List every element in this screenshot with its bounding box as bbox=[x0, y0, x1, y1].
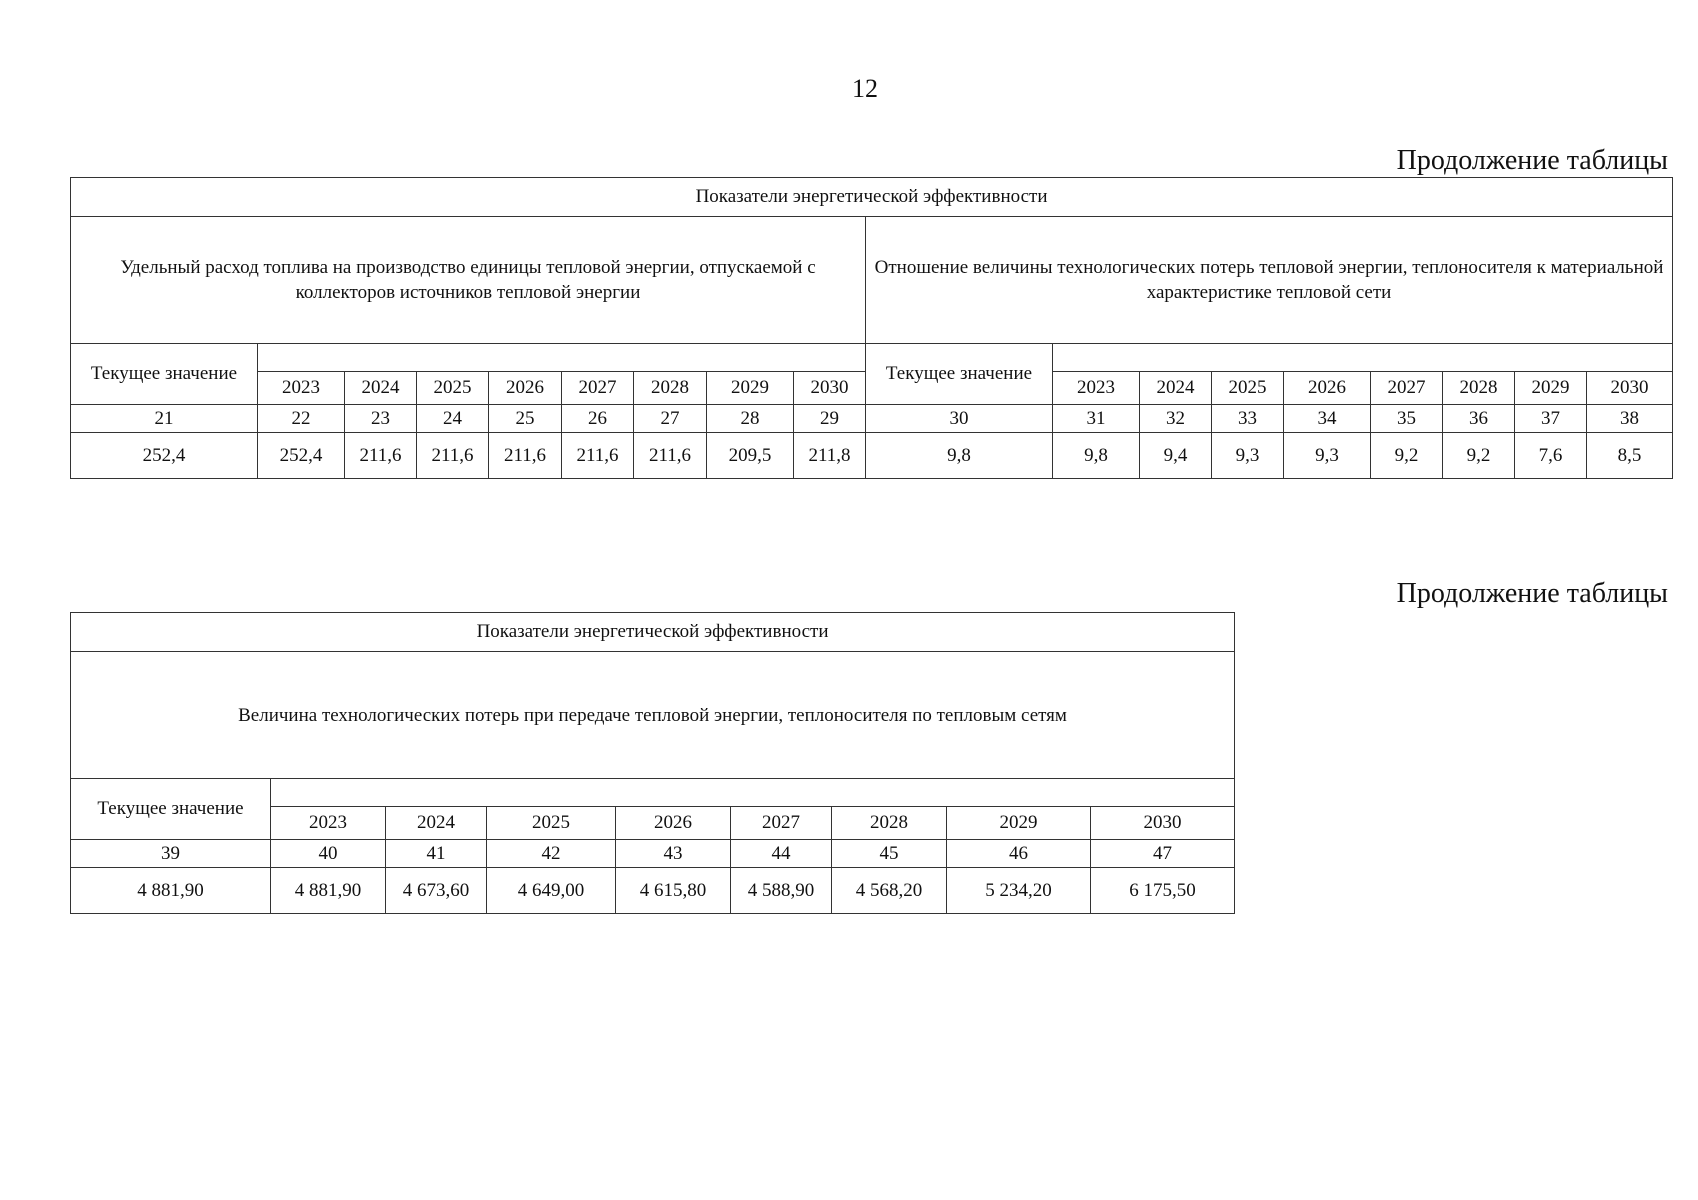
current-value-header: Текущее значение bbox=[71, 779, 271, 840]
column-number-cell: 37 bbox=[1515, 405, 1587, 433]
column-number-cell: 34 bbox=[1284, 405, 1371, 433]
column-number-cell: 23 bbox=[345, 405, 417, 433]
years-group-header bbox=[271, 779, 1235, 807]
column-number-cell: 44 bbox=[731, 840, 832, 868]
year-header: 2025 bbox=[487, 807, 616, 840]
column-number-cell: 28 bbox=[707, 405, 794, 433]
value-cell: 4 615,80 bbox=[616, 868, 731, 914]
column-number-cell: 42 bbox=[487, 840, 616, 868]
value-cell: 7,6 bbox=[1515, 433, 1587, 479]
value-cell: 9,8 bbox=[1053, 433, 1140, 479]
year-header: 2024 bbox=[1140, 372, 1212, 405]
column-number-cell: 45 bbox=[832, 840, 947, 868]
table-continuation-caption: Продолжение таблицы bbox=[1396, 145, 1668, 176]
value-cell: 252,4 bbox=[71, 433, 258, 479]
year-header: 2029 bbox=[707, 372, 794, 405]
column-number-cell: 33 bbox=[1212, 405, 1284, 433]
indicator-title-transmission-losses: Величина технологических потерь при передаче тепловой энергии, теплоносителя по тепловым сетям bbox=[71, 652, 1235, 779]
value-cell: 211,6 bbox=[417, 433, 489, 479]
value-cell: 9,3 bbox=[1212, 433, 1284, 479]
column-number-cell: 26 bbox=[562, 405, 634, 433]
column-number-cell: 22 bbox=[258, 405, 345, 433]
column-number-cell: 35 bbox=[1371, 405, 1443, 433]
current-value-header: Текущее значение bbox=[866, 344, 1053, 405]
column-number-cell: 41 bbox=[386, 840, 487, 868]
value-cell: 211,8 bbox=[794, 433, 866, 479]
column-number-cell: 32 bbox=[1140, 405, 1212, 433]
column-number-cell: 38 bbox=[1587, 405, 1673, 433]
year-header: 2026 bbox=[1284, 372, 1371, 405]
value-cell: 9,4 bbox=[1140, 433, 1212, 479]
table-row bbox=[71, 868, 1235, 914]
column-number-cell: 47 bbox=[1091, 840, 1235, 868]
year-header: 2026 bbox=[489, 372, 562, 405]
column-number-cell: 31 bbox=[1053, 405, 1140, 433]
value-cell: 4 568,20 bbox=[832, 868, 947, 914]
table-continuation-caption: Продолжение таблицы bbox=[1396, 578, 1668, 609]
value-cell: 4 881,90 bbox=[271, 868, 386, 914]
year-header: 2026 bbox=[616, 807, 731, 840]
value-cell: 252,4 bbox=[258, 433, 345, 479]
years-group-header bbox=[258, 344, 866, 372]
year-header: 2023 bbox=[271, 807, 386, 840]
table-group-header: Показатели энергетической эффективности bbox=[71, 178, 1673, 217]
year-header: 2028 bbox=[1443, 372, 1515, 405]
column-number-cell: 39 bbox=[71, 840, 271, 868]
year-header: 2027 bbox=[562, 372, 634, 405]
year-header: 2030 bbox=[1091, 807, 1235, 840]
column-number-cell: 29 bbox=[794, 405, 866, 433]
year-header: 2028 bbox=[634, 372, 707, 405]
year-header: 2030 bbox=[1587, 372, 1673, 405]
column-number-cell: 21 bbox=[71, 405, 258, 433]
energy-efficiency-table-2 bbox=[70, 612, 1235, 914]
current-value-header: Текущее значение bbox=[71, 344, 258, 405]
year-header: 2029 bbox=[1515, 372, 1587, 405]
year-header: 2028 bbox=[832, 807, 947, 840]
year-header: 2029 bbox=[947, 807, 1091, 840]
value-cell: 9,8 bbox=[866, 433, 1053, 479]
value-cell: 4 649,00 bbox=[487, 868, 616, 914]
year-header: 2024 bbox=[386, 807, 487, 840]
value-cell: 209,5 bbox=[707, 433, 794, 479]
value-cell: 6 175,50 bbox=[1091, 868, 1235, 914]
value-cell: 211,6 bbox=[562, 433, 634, 479]
value-cell: 9,2 bbox=[1371, 433, 1443, 479]
energy-efficiency-table-1 bbox=[70, 177, 1673, 479]
column-number-row bbox=[71, 840, 1235, 868]
year-header: 2027 bbox=[1371, 372, 1443, 405]
column-number-cell: 27 bbox=[634, 405, 707, 433]
value-cell: 5 234,20 bbox=[947, 868, 1091, 914]
year-header: 2025 bbox=[1212, 372, 1284, 405]
year-header: 2025 bbox=[417, 372, 489, 405]
value-cell: 9,2 bbox=[1443, 433, 1515, 479]
year-header: 2027 bbox=[731, 807, 832, 840]
value-cell: 211,6 bbox=[489, 433, 562, 479]
column-number-cell: 24 bbox=[417, 405, 489, 433]
value-cell: 8,5 bbox=[1587, 433, 1673, 479]
value-cell: 211,6 bbox=[345, 433, 417, 479]
value-cell: 211,6 bbox=[634, 433, 707, 479]
year-header: 2030 bbox=[794, 372, 866, 405]
indicator-title-fuel-consumption: Удельный расход топлива на производство единицы тепловой энергии, отпускаемой с коллекторов источников тепловой энергии bbox=[71, 217, 866, 344]
column-number-cell: 36 bbox=[1443, 405, 1515, 433]
table-row bbox=[71, 433, 1673, 479]
column-number-cell: 30 bbox=[866, 405, 1053, 433]
column-number-cell: 40 bbox=[271, 840, 386, 868]
year-header: 2023 bbox=[1053, 372, 1140, 405]
table-group-header: Показатели энергетической эффективности bbox=[71, 613, 1235, 652]
column-number-row bbox=[71, 405, 1673, 433]
value-cell: 4 673,60 bbox=[386, 868, 487, 914]
column-number-cell: 46 bbox=[947, 840, 1091, 868]
value-cell: 4 588,90 bbox=[731, 868, 832, 914]
column-number-cell: 43 bbox=[616, 840, 731, 868]
indicator-title-loss-ratio: Отношение величины технологических потерь тепловой энергии, теплоносителя к материальной характеристике тепловой сети bbox=[866, 217, 1673, 344]
page-number: 12 bbox=[852, 74, 878, 103]
year-header: 2024 bbox=[345, 372, 417, 405]
year-header: 2023 bbox=[258, 372, 345, 405]
value-cell: 4 881,90 bbox=[71, 868, 271, 914]
years-group-header bbox=[1053, 344, 1673, 372]
value-cell: 9,3 bbox=[1284, 433, 1371, 479]
column-number-cell: 25 bbox=[489, 405, 562, 433]
